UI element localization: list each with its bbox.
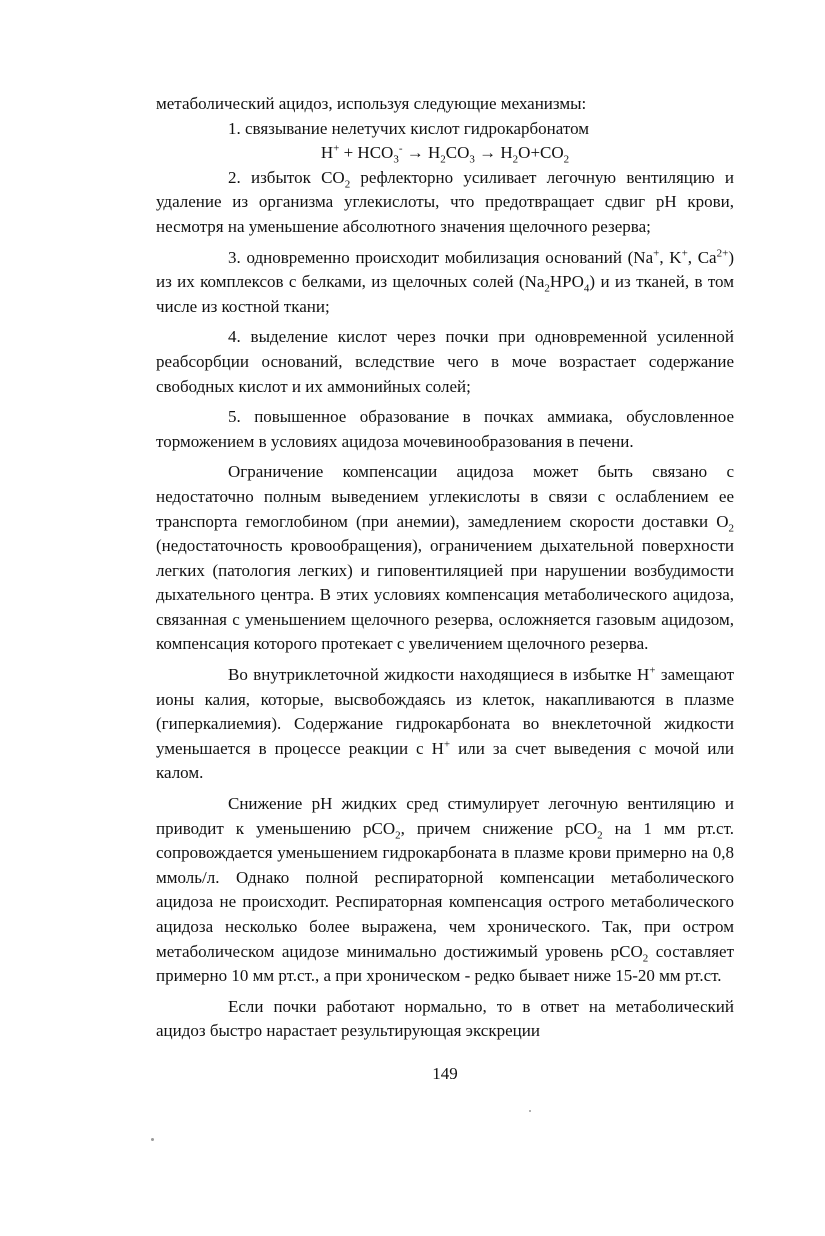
scan-speck <box>529 1110 531 1112</box>
scan-speck <box>151 1138 154 1141</box>
page-body <box>156 92 734 1044</box>
mechanism-1: 1. связывание нелетучих кислот гидрокарбонатом <box>228 118 590 138</box>
paragraph-intracellular: Во внутриклеточной жидкости находящиеся в избытке H+ замещают ионы калия, которые, высвобождаясь из клеток, накапливаются в плазме (гиперкалиемия). Содержание гидрокарбоната во внеклеточной жидкости уменьшается в процессе реакции с H+ или за счет выведения с мочой или калом. <box>156 664 735 783</box>
intro-line: метаболический ацидоз, используя следующие механизмы: <box>156 94 587 113</box>
reaction-equation: $H^+ + HCO_3^- \to H_2CO_3 \to H_2O+CO_2$ <box>320 142 570 166</box>
page-number: 149 <box>432 1064 458 1083</box>
paragraph-kidneys: Если почки работают нормально, то в ответ на метаболический ацидоз быстро нарастает результирующая экскреции <box>156 996 734 1041</box>
mechanism-4: 4. выделение кислот через почки при одновременной усиленной реабсорбции оснований, вследствие чего в моче возрастает содержание свободных кислот и их аммонийных солей; <box>156 327 734 396</box>
mechanism-3: 3. одновременно происходит мобилизация оснований (Na+, K+, $Ca^{2+}$) из их комплексов с белками, из щелочных солей $(Na_2HPO_4)$ и из тканей, в том числе из костной ткани; <box>156 246 734 316</box>
mechanism-2: 2. избыток $CO_2$ рефлекторно усиливает легочную вентиляцию и удаление из организма углекислоты, что предотвращает сдвиг pH крови, несмотря на уменьшение абсолютного значения щелочного резерва; <box>156 167 734 236</box>
paragraph-compensation-limit: Ограничение компенсации ацидоза может быть связано с недостаточно полным выведением углекислоты в связи с ослаблением ее транспорта гемоглобином (при анемии), замедлением скорости доставки $O_2$ (недостаточность кровообращения), ограничением дыхательной поверхности легких (патология легких) и гиповентиляцией при нарушении возбудимости дыхательного центра. В этих условиях компенсация метаболического ацидоза, связанная с уменьшением щелочного резерва, осложняется газовым ацидозом, компенсация которого протекает с увеличением щелочного резерва. <box>156 462 734 654</box>
mechanism-5: 5. повышенное образование в почках аммиака, обусловленное торможением в условиях ацидоза мочевинообразования в печени. <box>156 407 734 451</box>
paragraph-ph-decrease: Снижение pH жидких сред стимулирует легочную вентиляцию и приводит к уменьшению pCO$_2$, причем снижение pCO$_2$ на 1 мм рт.ст. сопровождается уменьшением гидрокарбоната в плазме крови примерно на 0,8 ммоль/л. Однако полной респираторной компенсации метаболического ацидоза не происходит. Респираторная компенсация острого метаболического ацидоза несколько более выражена, чем хронического. Так, при остром метаболическом ацидозе минимально достижимый уровень pCO$_2$ составляет примерно 10 мм рт.ст., а при хроническом - редко бывает ниже 15-20 мм рт.ст. <box>156 794 735 986</box>
